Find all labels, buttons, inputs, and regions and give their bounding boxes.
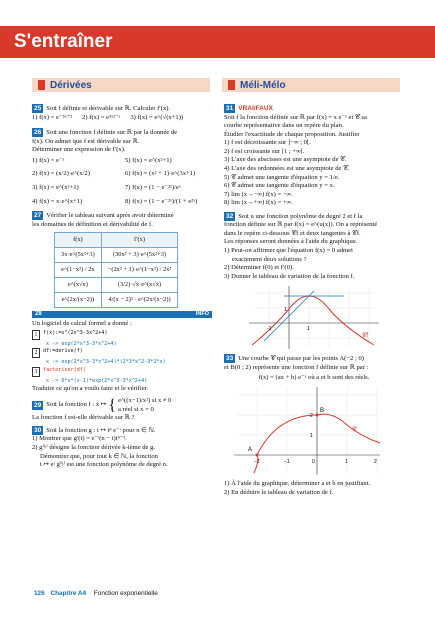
point-b	[316, 413, 319, 416]
x-tick-label: -1	[267, 326, 272, 333]
exercise-line: courbe représentative dans un repère du plan.	[224, 122, 344, 130]
case-line: a réel si x = 0	[118, 405, 154, 413]
exercise-line: Les réponses seront données à l'aide du graphique.	[224, 238, 358, 246]
exercise-number: 32	[226, 212, 234, 220]
cas-input: factoriser(df)	[43, 366, 86, 373]
item: 4) L'axe des ordonnées est une asymptote de 𝒞.	[224, 164, 350, 172]
section-heading-meli-melo	[222, 78, 400, 92]
table-cell: (3/2)·√x·e^(x√x)	[101, 278, 178, 293]
cas-row	[32, 330, 212, 340]
chapter-banner	[0, 26, 435, 58]
x-tick-label: 1	[307, 326, 310, 333]
x-tick-label: −1	[284, 458, 290, 465]
exercise-line: les domaines de définition et dérivabilité de f.	[32, 220, 153, 228]
point-label: A	[248, 446, 253, 453]
exercise-formula: f(x) = (ax + b) e⁻ˣ où a et b sont des réels.	[258, 374, 370, 382]
exercise-line: t ↦ eᵗ g⁽ᵏ⁾ est une fonction polynôme de degré n.	[40, 461, 168, 469]
table-cell: e^(x√x)	[55, 278, 102, 293]
exercise-33	[224, 354, 404, 497]
exercise-line: Déterminer une expression de f′(x).	[32, 146, 126, 154]
page-number: 126	[34, 590, 45, 597]
case-line: e^((x−1)/x²) si x ≠ 0	[118, 397, 172, 405]
chapter-title: Fonction exponentielle	[93, 590, 158, 597]
exercise-line: 2) g⁽ᵏ⁾ désigne la fonction dérivée k-ième de g.	[32, 443, 156, 451]
exercise-text: Soit f définie et dérivable sur ℝ. Calculer f′(x).	[46, 105, 171, 112]
exercise-line: Soit une fonction f définie sur ℝ par la donnée de	[46, 129, 178, 137]
exercise-line: Soit u une fonction polynôme de degré 2 et f la	[238, 212, 363, 220]
x-tick-label: 2	[374, 458, 377, 465]
exercise-line: Soit f la fonction définie sur ℝ par f(x) = x e⁻ˣ et 𝒞 sa	[224, 113, 367, 121]
table-row	[55, 248, 178, 263]
item: 3) f(x) = e^(√(x+1))	[130, 113, 184, 121]
item: 5) f(x) = e^(x²+1)	[125, 156, 172, 164]
cas-output: x -> 6*x*(x-1)*exp(2*x^3-3*x^2+4)	[46, 377, 148, 384]
vrai-faux-tag: VRAI/FAUX	[238, 105, 273, 112]
section-heading-derivees	[32, 78, 210, 92]
exercise-line: et B(0 ; 2) représente une fonction f définie sur ℝ par :	[224, 363, 369, 371]
exercise-line: 1) Peut-on affirmer que l'équation f(x) = 0 admet	[224, 247, 353, 254]
table-cell: (30x² + 3)·e^(5x²+3)	[101, 248, 178, 263]
y-tick-label: 1	[284, 307, 287, 314]
table-header: f′(x)	[101, 233, 178, 248]
item: 6) f(x) = (x² + 1)·e^(3x+1)	[125, 170, 196, 178]
exercise-number: 26	[34, 129, 42, 137]
graph-exercise-32	[244, 283, 384, 351]
banner-title: S'entraîner	[14, 31, 113, 52]
cas-session	[32, 330, 212, 385]
section-marker	[228, 80, 235, 90]
exercise-31	[224, 104, 404, 208]
table-cell: 4/(x − 2)² · e^(2x/(x−2))	[101, 293, 178, 308]
exercise-line: fonction définie sur ℝ par f(x) = e^(u(x)). On a représenté	[224, 221, 378, 229]
item: 2) f est croissante sur [1 ; +∞[.	[224, 147, 305, 155]
item: 7) lim (x→−∞) f(x) = −∞.	[224, 190, 293, 198]
exercise-27	[32, 211, 212, 308]
item: 4) f(x) = x·e^(x+1)	[32, 197, 83, 205]
exercise-line: Traduire ce qu'on a voulu faire et le vérifier.	[32, 384, 149, 392]
y-tick-label: 2	[310, 412, 313, 419]
item: 2) f(x) = (x/2)·e^(x/2)	[32, 170, 90, 178]
derivative-table	[54, 232, 178, 308]
exercise-number: 27	[34, 212, 42, 220]
exercise-line: 1) Montrer que g′(t) = e⁻ᵗ(n − t)tⁿ⁻¹.	[32, 435, 127, 443]
cas-input: df:=derive(f)	[43, 348, 83, 355]
x-tick-label: −2	[254, 458, 260, 465]
table-cell: 3x·e^(5x²+3)	[55, 248, 102, 263]
item: 5) 𝒞 admet une tangente d'équation y = 1/e.	[224, 173, 340, 181]
right-column	[224, 104, 404, 500]
exercise-number: 28	[35, 310, 42, 317]
exercise-32	[224, 212, 404, 352]
exercise-line: f(x). On admet que f est dérivable sur ℝ.	[32, 137, 140, 145]
exercise-line: 3) Donner le tableau de variation de la fonction f.	[224, 272, 355, 280]
table-row	[55, 278, 178, 293]
table-header: f(x)	[55, 233, 102, 248]
origin-label: 0	[312, 458, 315, 465]
cas-output: x -> exp(2*x^3-3*x^2+4)*(2*3*x^2-3*2*x)	[46, 359, 166, 366]
curve-label: 𝒞f	[362, 333, 369, 340]
left-column	[32, 104, 212, 473]
table-cell: e^(2x/(x−2))	[55, 293, 102, 308]
exercise-number: 31	[226, 105, 234, 112]
exercise-line: dans le repère ci-dessous 𝒞f et deux tangentes à 𝒞f.	[224, 229, 361, 237]
exercise-28	[32, 311, 212, 393]
section-title: Méli-Mélo	[240, 79, 286, 91]
item: 3) L'axe des abscisses est une asymptote de 𝒞.	[224, 156, 347, 164]
cas-row	[32, 367, 212, 377]
info-bar	[32, 311, 212, 318]
table-cell: −(2x² + 1)·e^(1−x²) / 2x²	[101, 263, 178, 278]
graph-exercise-33	[232, 385, 382, 477]
item: 7) f(x) = (1 − e⁻²ˣ)/eˣ	[125, 183, 181, 191]
exercise-line: Soit la fonction g : t ↦ tⁿ e⁻ᵗ pour n ∈ ℕ.	[46, 426, 156, 434]
exercise-25	[32, 104, 212, 122]
point-a	[256, 453, 259, 456]
question: 1) À l'aide du graphique, déterminer a et b en justifiant.	[224, 479, 371, 487]
exercise-line: La fonction f est-elle dérivable sur ℝ ?	[32, 414, 135, 422]
cas-index: 3	[32, 367, 40, 377]
cas-input: f(x):=x^(2x^3-3x^2+4)	[43, 329, 108, 336]
question: 2) En déduire le tableau de variation de f.	[224, 488, 334, 496]
item: 8) f(x) = (1 − e⁻²ˣ)/(1 + e²ˣ)	[125, 197, 198, 205]
info-badge: INFO	[195, 311, 209, 318]
table-row	[55, 293, 178, 308]
item: 1) f est décroissante sur ]−∞ ; 0[.	[224, 139, 311, 147]
curve-label: 𝒞	[352, 426, 357, 433]
point-label: B	[320, 407, 325, 414]
section-marker	[38, 80, 45, 90]
exercise-number: 25	[34, 105, 42, 112]
cas-output: x -> exp(2*x^3-3*x^2+4)	[46, 340, 117, 347]
exercise-line: 2) Déterminer f(0) et f′(0).	[224, 264, 294, 272]
exercise-number: 33	[226, 355, 234, 363]
table-row	[55, 263, 178, 278]
exercise-30	[32, 426, 212, 470]
item: 3) f(x) = e^(x²+1)	[32, 183, 79, 191]
exercise-line: Un logiciel de calcul formel a donné :	[32, 320, 132, 328]
exercise-number: 29	[34, 402, 42, 410]
item: 8) lim (x→+∞) f(x) = +∞.	[224, 199, 293, 207]
cas-row	[32, 348, 212, 358]
exercise-29	[32, 397, 212, 423]
exercise-line: Une courbe 𝒞 qui passe par les points A(−2 ; 0)	[238, 355, 364, 363]
item: 1) f(x) = e⁻⁵ˣ⁺²	[32, 113, 73, 121]
cas-index: 2	[32, 348, 40, 358]
page-footer	[34, 590, 158, 598]
item: 6) 𝒞 admet une tangente d'équation y = x.	[224, 182, 335, 190]
exercise-number: 30	[34, 426, 42, 434]
exercise-line: exactement deux solutions ?	[232, 255, 307, 263]
cas-index: 1	[32, 330, 40, 340]
exercise-line: Démontrer que, pour tout k ∈ ℕ, la fonction	[40, 452, 158, 460]
exercise-line: Vérifier le tableau suivant après avoir déterminé	[46, 212, 174, 220]
table-cell: e^(1−x²) / 2x	[55, 263, 102, 278]
y-tick-label: 1	[310, 432, 313, 439]
curve-cf	[252, 296, 374, 345]
chapter-label: Chapitre A4	[50, 590, 87, 597]
exercise-26	[32, 128, 212, 206]
section-title: Dérivées	[50, 79, 92, 91]
exercise-line: Étudier l'exactitude de chaque proposition. Justifier	[224, 130, 360, 138]
item: 2) f(x) = e³ˣ²⁻ˣ	[82, 113, 121, 121]
item: 1) f(x) = e⁻ˣ	[32, 156, 65, 164]
x-tick-label: 1	[345, 458, 348, 465]
exercise-lead: Soit la fonction f : x ↦	[46, 401, 107, 409]
brace: {	[108, 396, 117, 414]
